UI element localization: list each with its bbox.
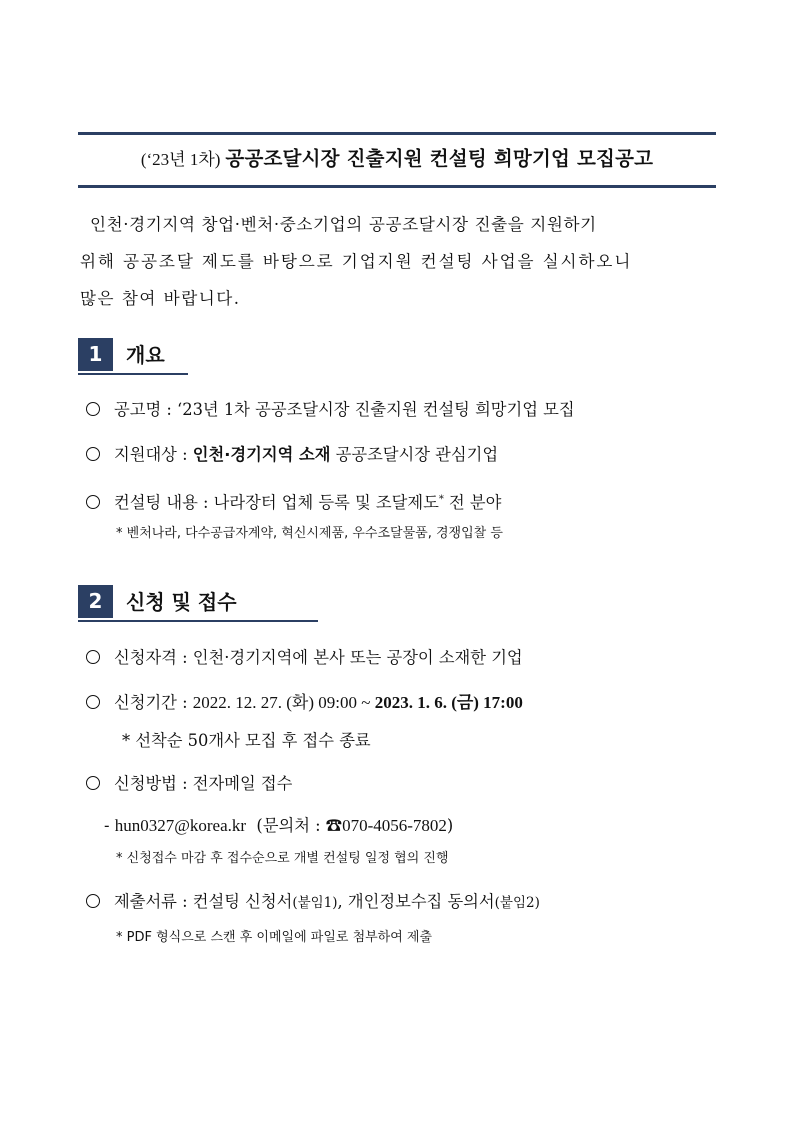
- section-title: 신청 및 접수: [126, 590, 237, 614]
- section-1-header: [78, 338, 188, 376]
- list-item-qualification: 신청자격 : 인천·경기지역에 본사 또는 공장이 소재한 기업: [86, 646, 523, 670]
- list-item-documents: 제출서류 : 컨설팅 신청서(붙임1), 개인정보수집 동의서(붙임2): [86, 890, 540, 915]
- period-start: 2022. 12. 27. (화) 09:00: [192, 693, 357, 712]
- circle-bullet-icon: [86, 495, 100, 509]
- intro-line-3: 많은 참여 바랍니다.: [80, 289, 241, 308]
- phone-number: 070-4056-7802: [342, 816, 447, 835]
- title-main: 공공조달시장 진출지원 컨설팅 희망기업 모집공고: [225, 147, 654, 170]
- period-note: * 선착순 50개사 모집 후 접수 종료: [122, 731, 371, 750]
- section-underline: [78, 620, 318, 622]
- list-item-method: 신청방법 : 전자메일 접수: [86, 772, 292, 796]
- phone-icon: ☎: [325, 816, 343, 835]
- section-title: 개요: [126, 343, 165, 367]
- circle-bullet-icon: [86, 447, 100, 461]
- intro-line-1: 인천·경기지역 창업·벤처·중소기업의 공공조달시장 진출을 지원하기: [90, 215, 597, 234]
- intro-line-2: 위해 공공조달 제도를 바탕으로 기업지원 컨설팅 사업을 실시하오니: [80, 252, 633, 271]
- circle-bullet-icon: [86, 776, 100, 790]
- list-item-notice-name: 공고명 : ‘23년 1차 공공조달시장 진출지원 컨설팅 희망기업 모집: [86, 398, 575, 422]
- title-top-rule: [78, 132, 716, 135]
- page-title: [78, 143, 716, 179]
- period-end: 2023. 1. 6. (금) 17:00: [374, 693, 523, 712]
- footnote: * 신청접수 마감 후 접수순으로 개별 컨설팅 일정 협의 진행: [116, 851, 449, 866]
- footnote: * 벤처나라, 다수공급자계약, 혁신시제품, 우수조달물품, 경쟁입찰 등: [116, 526, 503, 541]
- footnote: * PDF 형식으로 스캔 후 이메일에 파일로 첨부하여 제출: [116, 930, 433, 945]
- title-bottom-rule: [78, 185, 716, 188]
- section-underline: [78, 373, 188, 375]
- circle-bullet-icon: [86, 695, 100, 709]
- email-link[interactable]: hun0327@korea.kr: [114, 816, 247, 835]
- list-item-consulting-content: 컨설팅 내용 : 나라장터 업체 등록 및 조달제도* 전 분야: [86, 488, 501, 515]
- list-item-target: 지원대상 : 인천·경기지역 소재 공공조달시장 관심기업: [86, 443, 498, 467]
- title-prefix: (‘23년 1차): [140, 150, 221, 169]
- intro-paragraph: [80, 206, 720, 317]
- circle-bullet-icon: [86, 650, 100, 664]
- section-number: 1: [78, 338, 113, 371]
- section-2-header: [78, 585, 318, 623]
- section-number: 2: [78, 585, 113, 618]
- circle-bullet-icon: [86, 894, 100, 908]
- contact-line: - hun0327@korea.kr (문의처 : ☎070-4056-7802): [104, 816, 454, 835]
- list-item-period: 신청기간 : 2022. 12. 27. (화) 09:00 ~ 2023. 1. 6. (금) 17:00: [86, 691, 523, 715]
- circle-bullet-icon: [86, 402, 100, 416]
